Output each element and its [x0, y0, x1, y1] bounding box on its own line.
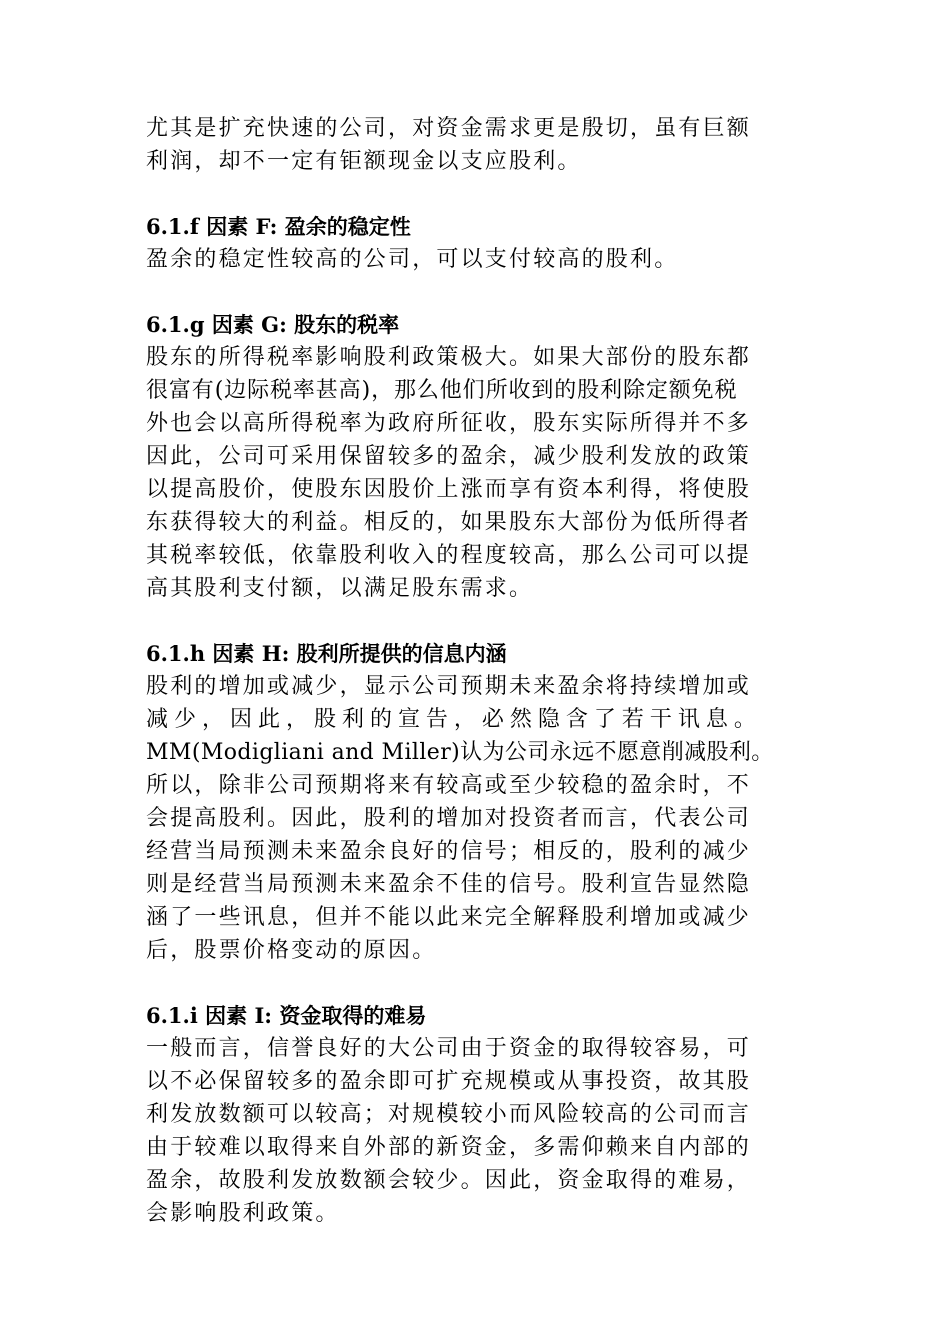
section-factor-g [146, 308, 826, 605]
paragraph-line: 则是经营当局预测未来盈余不佳的信号。股利宣告显然隐 [146, 872, 752, 897]
paragraph-line: 利润，却不一定有钜额现金以支应股利。 [146, 149, 582, 174]
paragraph-line: 涵了一些讯息，但并不能以此来完全解释股利增加或减少 [146, 905, 752, 930]
intro-paragraph [146, 112, 826, 178]
paragraph-line: 盈余，故股利发放数额会较少。因此，资金取得的难易， [146, 1168, 752, 1193]
paragraph-line: 股东的所得税率影响股利政策极大。如果大部份的股东都 [146, 345, 752, 370]
section-heading: 6.1.i 因素 I: 资金取得的难易 [146, 1003, 427, 1028]
section-heading: 6.1.g 因素 G: 股东的税率 [146, 312, 400, 337]
paragraph-line: 因此，公司可采用保留较多的盈余，减少股利发放的政策 [146, 444, 752, 469]
paragraph-line: 盈余的稳定性较高的公司，可以支付较高的股利。 [146, 247, 679, 272]
section-factor-h [146, 637, 826, 967]
paragraph-line: 会影响股利政策。 [146, 1201, 340, 1226]
paragraph-line: 所以，除非公司预期将来有较高或至少较稳的盈余时，不 [146, 773, 752, 798]
paragraph-line: 以提高股价，使股东因股价上涨而享有资本利得，将使股 [146, 477, 752, 502]
paragraph-line: 由于较难以取得来自外部的新资金，多需仰赖来自内部的 [146, 1135, 752, 1160]
paragraph-line: 后，股票价格变动的原因。 [146, 938, 437, 963]
document-page [146, 112, 826, 1230]
paragraph-line: 股利的增加或减少，显示公司预期未来盈余将持续增加或 [146, 674, 752, 699]
paragraph-line: 经营当局预测未来盈余良好的信号；相反的，股利的减少 [146, 839, 752, 864]
paragraph-line: 减 少 ， 因 此 ， 股 利 的 宣 告 ， 必 然 隐 含 了 若 干 讯 息 。 [146, 707, 756, 732]
section-factor-f [146, 210, 826, 276]
paragraph-line: 高其股利支付额，以满足股东需求。 [146, 576, 534, 601]
section-factor-i [146, 999, 826, 1230]
paragraph-line: 会提高股利。因此，股利的增加对投资者而言，代表公司 [146, 806, 752, 831]
paragraph-line: MM(Modigliani and Miller)认为公司永远不愿意削减股利。 [146, 740, 774, 765]
paragraph-line: 利发放数额可以较高；对规模较小而风险较高的公司而言 [146, 1102, 752, 1127]
section-heading: 6.1.h 因素 H: 股利所提供的信息内涵 [146, 641, 507, 666]
paragraph-line: 很富有(边际税率甚高)，那么他们所收到的股利除定额免税 [146, 378, 738, 403]
paragraph-line: 一般而言，信誉良好的大公司由于资金的取得较容易，可 [146, 1036, 752, 1061]
paragraph-line: 以不必保留较多的盈余即可扩充规模或从事投资，故其股 [146, 1069, 752, 1094]
paragraph-line: 外也会以高所得税率为政府所征收，股东实际所得并不多 [146, 411, 752, 436]
section-heading: 6.1.f 因素 F: 盈余的稳定性 [146, 214, 411, 239]
paragraph-line: 其税率较低，依靠股利收入的程度较高，那么公司可以提 [146, 543, 752, 568]
paragraph-line: 尤其是扩充快速的公司，对资金需求更是殷切，虽有巨额 [146, 116, 752, 141]
paragraph-line: 东获得较大的利益。相反的，如果股东大部份为低所得者 [146, 510, 752, 535]
